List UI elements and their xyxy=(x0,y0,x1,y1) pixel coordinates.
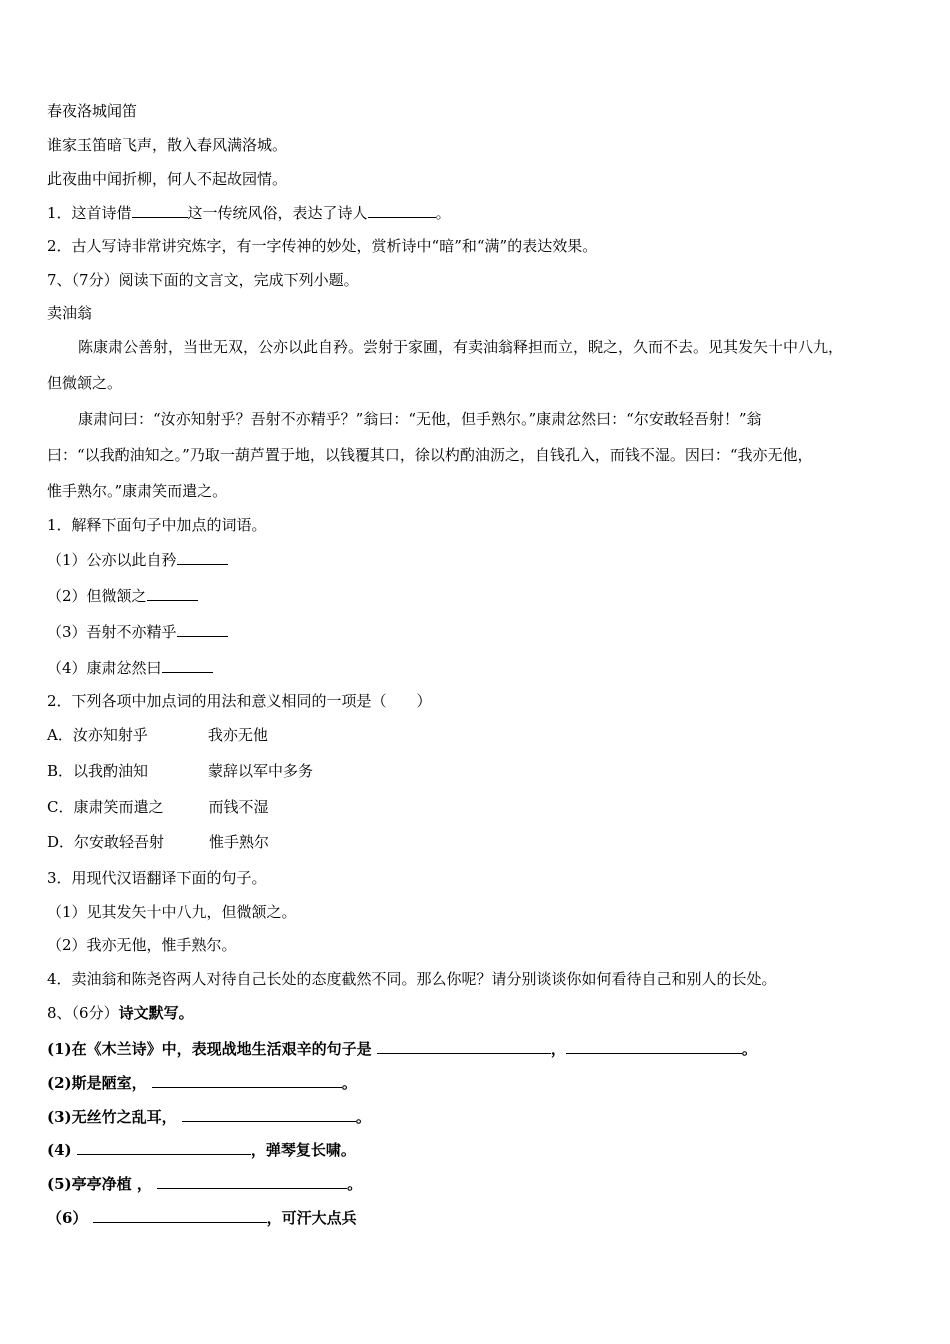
option-d[interactable] xyxy=(47,832,269,852)
item-text: 。 xyxy=(347,1175,363,1193)
option-phrase-1: 康肃笑而遣之 xyxy=(73,798,164,816)
option-phrase-2: 而钱不湿 xyxy=(208,798,269,816)
sub-question-1-item xyxy=(47,585,198,606)
passage-paragraph-2-line-2: 曰：“以我酌油知之。”乃取一葫芦置于地，以钱覆其口，徐以杓酌油沥之，自钱孔入，而钱不湿。因曰：“我亦无他， xyxy=(47,446,813,464)
poem-question-1-text-c: 。 xyxy=(435,204,451,222)
item-text: (2)斯是陋室， xyxy=(47,1074,152,1092)
dictation-item xyxy=(47,1106,371,1127)
answer-blank[interactable] xyxy=(77,1139,251,1155)
option-letter: C． xyxy=(47,798,74,816)
question-7-header: 7、（7分）阅读下面的文言文，完成下列小题。 xyxy=(47,271,359,289)
option-letter: D． xyxy=(47,833,75,851)
dictation-item xyxy=(47,1207,357,1228)
option-phrase-1: 尔安敢轻吾射 xyxy=(74,833,165,851)
answer-blank[interactable] xyxy=(177,621,228,637)
item-text: 。 xyxy=(341,1074,357,1092)
item-text: （2）但微颔之 xyxy=(47,587,147,605)
item-text: ， xyxy=(550,1040,566,1058)
sub-question-4: 4．卖油翁和陈尧咨两人对待自己长处的态度截然不同。那么你呢？请分别谈谈你如何看待自己和别人的长处。 xyxy=(47,970,777,988)
answer-blank[interactable] xyxy=(566,1038,742,1054)
passage-paragraph-1-line-2: 但微颔之。 xyxy=(47,374,123,392)
item-text: （3）吾射不亦精乎 xyxy=(47,623,177,641)
answer-blank[interactable] xyxy=(157,1173,347,1189)
option-c[interactable] xyxy=(47,797,269,817)
option-phrase-1: 汝亦知射乎 xyxy=(72,726,148,744)
answer-blank[interactable] xyxy=(162,657,213,673)
option-letter: B． xyxy=(47,762,74,780)
option-letter: A． xyxy=(47,726,73,744)
question-8-title: 诗文默写。 xyxy=(118,1004,194,1022)
item-text: 。 xyxy=(741,1040,757,1058)
answer-blank[interactable] xyxy=(152,1072,342,1088)
sub-question-2-stem: 2．下列各项中加点词的用法和意义相同的一项是（ ） xyxy=(47,692,432,710)
dictation-item xyxy=(47,1173,362,1194)
dictation-item xyxy=(47,1072,357,1093)
item-text: （1）公亦以此自矜 xyxy=(47,551,177,569)
poem-question-1-text-a: 1．这首诗借 xyxy=(47,204,132,222)
sub-question-1-stem: 1．解释下面句子中加点的词语。 xyxy=(47,516,267,534)
poem-question-1 xyxy=(47,202,451,223)
option-phrase-2: 惟手熟尔 xyxy=(209,833,270,851)
passage-title: 卖油翁 xyxy=(47,304,93,322)
passage-paragraph-2-line-3: 惟手熟尔。”康肃笑而遣之。 xyxy=(47,482,228,500)
item-text: ，可汗大点兵 xyxy=(266,1209,357,1227)
item-text: (4) xyxy=(47,1141,77,1159)
sub-question-1-item xyxy=(47,657,213,678)
item-text: (3)无丝竹之乱耳， xyxy=(47,1108,182,1126)
item-text: 。 xyxy=(355,1108,371,1126)
option-b[interactable] xyxy=(47,761,313,781)
passage-paragraph-1-line-1: 陈康肃公善射，当世无双，公亦以此自矜。尝射于家圃，有卖油翁释担而立，睨之，久而不去。见其发矢十中八九， xyxy=(78,338,844,356)
answer-blank[interactable] xyxy=(368,202,436,218)
sub-question-1-item xyxy=(47,549,228,570)
sub-question-3-stem: 3．用现代汉语翻译下面的句子。 xyxy=(47,869,267,887)
question-8-number: 8、（6分） xyxy=(47,1004,119,1022)
sub-question-3-item: （1）见其发矢十中八九，但微颔之。 xyxy=(47,903,297,921)
poem-line-2: 此夜曲中闻折柳，何人不起故园情。 xyxy=(47,170,288,188)
option-a[interactable] xyxy=(47,725,268,745)
dictation-item xyxy=(47,1038,757,1059)
option-phrase-1: 以我酌油知 xyxy=(73,762,149,780)
answer-blank[interactable] xyxy=(93,1207,267,1223)
answer-blank[interactable] xyxy=(147,585,198,601)
poem-question-1-text-b: 这一传统风俗，表达了诗人 xyxy=(187,204,368,222)
sub-question-1-item xyxy=(47,621,228,642)
option-phrase-2: 蒙辞以军中多务 xyxy=(208,762,314,780)
poem-line-1: 谁家玉笛暗飞声，散入春风满洛城。 xyxy=(47,136,288,154)
item-text: （4）康肃忿然曰 xyxy=(47,659,162,677)
poem-title: 春夜洛城闻笛 xyxy=(47,102,138,120)
answer-blank[interactable] xyxy=(377,1038,551,1054)
passage-paragraph-2-line-1: 康肃问曰：“汝亦知射乎？吾射不亦精乎？”翁曰：“无他，但手熟尔。”康肃忿然曰：“尔安敢轻吾射！”翁 xyxy=(78,410,762,428)
dictation-item xyxy=(47,1139,356,1160)
answer-blank[interactable] xyxy=(182,1106,356,1122)
item-text: (5)亭亭净植 ， xyxy=(47,1175,158,1193)
sub-question-3-item: （2）我亦无他，惟手熟尔。 xyxy=(47,936,237,954)
poem-question-2: 2．古人写诗非常讲究炼字，有一字传神的妙处，赏析诗中“暗”和“满”的表达效果。 xyxy=(47,237,598,255)
item-text: ，弹琴复长啸。 xyxy=(250,1141,356,1159)
question-8-header xyxy=(47,1003,194,1023)
answer-blank[interactable] xyxy=(177,549,228,565)
item-text: （6） xyxy=(47,1209,93,1227)
item-text: (1)在《木兰诗》中，表现战地生活艰辛的句子是 xyxy=(47,1040,377,1058)
answer-blank[interactable] xyxy=(132,202,188,218)
option-phrase-2: 我亦无他 xyxy=(207,726,268,744)
